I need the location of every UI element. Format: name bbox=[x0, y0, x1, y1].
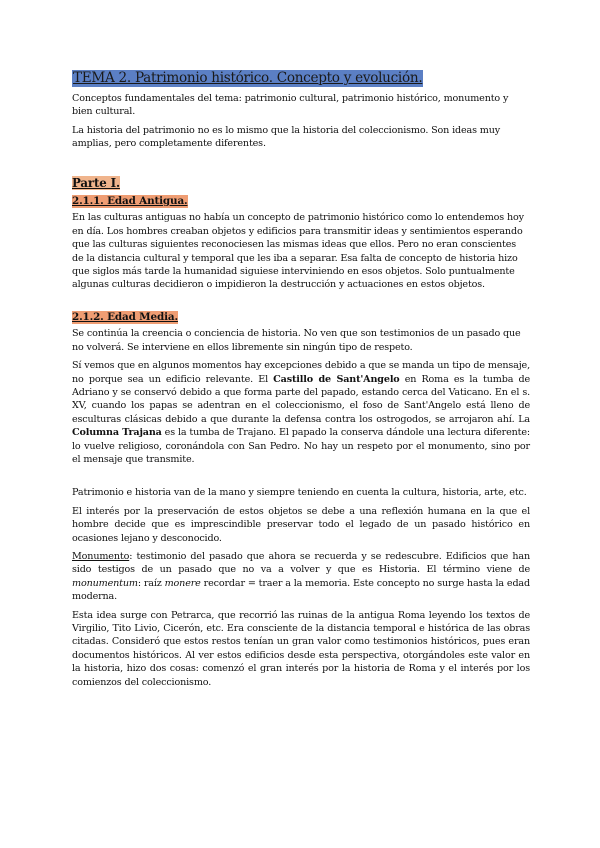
paragraph-interes-preservacion: El interés por la preservación de estos objetos se debe a una reflexión humana en la que el hombre decide que es imprescindible preservar todo el legado de un pasado histórico en ocasiones lejano y desconocido. bbox=[72, 505, 530, 544]
paragraph-patrimonio-historia: Patrimonio e historia van de la mano y siempre teniendo en cuenta la cultura, historia, arte, etc. bbox=[72, 487, 527, 499]
section-heading-edad-media: 2.1.2. Edad Media. bbox=[72, 310, 178, 323]
part-heading: Parte I. bbox=[72, 175, 120, 190]
intro-paragraph-history: La historia del patrimonio no es lo mismo que la historia del coleccionismo. Son ideas muy amplias, pero completamente diferentes. bbox=[72, 124, 501, 150]
intro-paragraph-concepts: Conceptos fundamentales del tema: patrimonio cultural, patrimonio histórico, monumento y bien cultural. bbox=[72, 93, 509, 118]
document-body bbox=[72, 70, 530, 694]
paragraph-edad-antigua: En las culturas antiguas no había un concepto de patrimonio histórico como lo entendemos hoy en día. Los hombres creaban objetos y edificios para transmitir ideas y sentimientos esperando que las culturas siguientes reconociesen las mismas ideas que ellos. Pero no eran conscientes de la distancia cultural y temporal que les iba a separar. Esa falta de concepto de historia hizo que siglos más tarde la humanidad siguiese interviniendo en esos objetos. Solo puntualmente algunas culturas decidieron o impidieron la destrucción y actuaciones en estos objetos. bbox=[72, 212, 524, 291]
castillo-santangelo-term: Castillo de Sant'Angelo bbox=[273, 373, 400, 385]
columna-trajana-term: Columna Trajana bbox=[72, 427, 162, 439]
paragraph-petrarca: Esta idea surge con Petrarca, que recorrió las ruinas de la antigua Roma leyendo los textos de Virgilio, Tito Livio, Cicerón, etc. Era consciente de la distancia temporal e histórica de las obras citadas. Consideró que estos restos tenían un gran valor como testimonios históricos, pues eran documentos históricos. Al ver estos edificios desde esta perspectiva, otorgándoles este valor en la historia, hizo dos cosas: comenzó el gran interés por la historia de Roma y el interés por los comienzos del coleccionismo. bbox=[72, 609, 530, 688]
paragraph-edad-media-1: Se continúa la creencia o conciencia de historia. No ven que son testimonios de un pasado que no volverá. Se interviene en ellos libremente sin ningún tipo de respeto. bbox=[72, 328, 521, 353]
section-heading-edad-antigua: 2.1.1. Edad Antigua. bbox=[72, 195, 188, 208]
paragraph-monumento-definition: Monumento: testimonio del pasado que ahora se recuerda y se redescubre. Edificios que han sido testigos de un pasado que no va a volver y que es Historia. El término viene de monumentum: raíz monere recordar = traer a la memoria. Este concepto no surge hasta la edad moderna. bbox=[72, 550, 530, 603]
paragraph-edad-media-2: Sí vemos que en algunos momentos hay excepciones debido a que se manda un tipo de mensaje, no porque sea un edificio relevante. El Castillo de Sant'Angelo en Roma es la tumba de Adriano y se conservó debido a que forma parte del papado, estando cerca del Vaticano. En el s. XV, cuando los papas se adentran en el coleccionismo, el foso de Sant'Angelo está lleno de esculturas clásicas debido a que durante la defensa contra los ostrogodos, se arrojaron ahí. La Columna Trajana es la tumba de Trajano. El papado la conserva dándole una lectura diferente: lo vuelve religioso, coronándola con San Pedro. No hay un respeto por el monumento, sino por el mensaje que transmite. bbox=[72, 360, 530, 465]
document-title: TEMA 2. Patrimonio histórico. Concepto y evolución. bbox=[73, 70, 423, 86]
monumento-term: Monumento bbox=[72, 550, 130, 562]
